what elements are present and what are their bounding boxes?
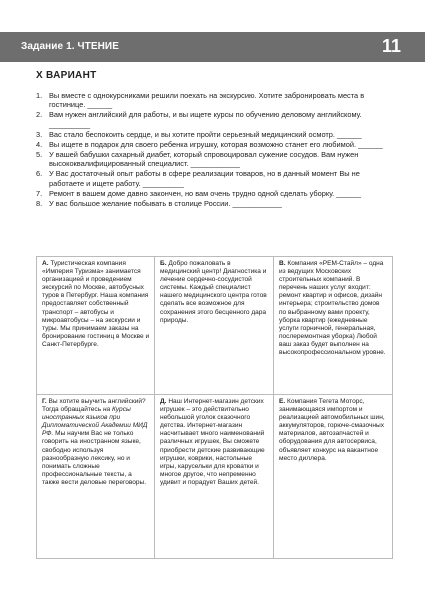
ads-table bbox=[36, 256, 393, 559]
task-number: 8. bbox=[36, 198, 43, 208]
ad-cell-a bbox=[37, 257, 155, 395]
task-number: 4. bbox=[36, 139, 43, 149]
ad-letter: В. bbox=[279, 260, 286, 267]
variant-title: X ВАРИАНТ bbox=[36, 70, 97, 81]
task-number: 2. bbox=[36, 110, 43, 120]
task-item bbox=[36, 130, 388, 139]
task-text: У вашей бабушки сахарный диабет, который спровоцировал сужение сосудов. Вам нужен высококвалифицированный специалист. ____________ bbox=[49, 149, 359, 169]
ad-text: Компания Тегета Моторс, занимающаяся импортом и реализацией автомобильных шин, аккумуляторов, горюче-смазочных материалов, автозапчастей и оборудования для автосервиса, объявляет конкурс на вакантное место диллера. bbox=[279, 398, 385, 462]
task-text: Вам нужен английский для работы, и вы ищете курсы по обучению деловому английскому. __________ bbox=[49, 110, 362, 129]
ad-letter: Е. bbox=[279, 398, 286, 405]
task-item bbox=[36, 169, 388, 188]
task-number: 3. bbox=[36, 129, 43, 139]
ad-letter: Д. bbox=[160, 398, 167, 405]
ad-cell-g bbox=[37, 395, 155, 558]
ad-text: Наш Интернет-магазин детских игрушек – это действительно небольшой уголок сказочного детства. Интернет-магазин насчитывает много наименований различных игрушек, Вы сможете приобрести детские развивающие игрушки, коврики, настольные игры, карусельки для кроватки и многое другое, что непременно удивит и порадует Ваших детей. bbox=[160, 398, 265, 486]
task-list bbox=[36, 91, 388, 209]
task-number: 5. bbox=[36, 149, 43, 159]
task-item bbox=[36, 150, 388, 169]
ad-text: Добро пожаловать в медицинский центр! Диагностика и лечение сердечно-сосудистой системы. Каждый специалист нашего медицинского центра готов сделать все возможное для сохранения этого бесценного дара природы. bbox=[160, 260, 267, 324]
ad-cell-b bbox=[155, 257, 274, 395]
ad-text: Мы научим Вас не только говорить на иностранном языке, свободно используя разнообразную лексику, но и понимать сложные профессиональные тексты, а также вести деловые переговоры. bbox=[42, 430, 147, 486]
ad-text: Туристическая компания «Империя Туризма» занимается организацией и проведением экскурсий по Москве, автобусных туров в Петербург. Наша компания предоставляет собственный транспорт – автобусы и микроавтобусы – на экскурсии и туры. Мы принимаем заказы на бронирование гостиниц в Москве и Санкт-Петербурге. bbox=[42, 260, 150, 348]
ad-letter: Б. bbox=[160, 260, 167, 267]
task-text: Вы ищете в подарок для своего ребенка игрушку, которая возможно станет его любимой. ______ bbox=[49, 139, 383, 149]
task-number: 7. bbox=[36, 188, 43, 198]
task-number: 1. bbox=[36, 91, 43, 100]
task-number: 6. bbox=[36, 169, 43, 179]
page-header bbox=[0, 32, 425, 62]
task-text: У вас большое желание побывать в столице России. ____________ bbox=[49, 198, 282, 208]
ad-text-italic: на Курсы иностранных языков при Дипломатической Академии МИД РФ. bbox=[42, 406, 148, 438]
task-item bbox=[36, 140, 388, 149]
task-text: Ремонт в вашем доме давно закончен, но вам очень трудно одной сделать уборку. ______ bbox=[49, 188, 361, 198]
ad-cell-v bbox=[274, 257, 392, 395]
ad-letter: А. bbox=[42, 260, 49, 267]
task-item bbox=[36, 110, 388, 129]
task-item bbox=[36, 189, 388, 198]
ad-cell-d bbox=[155, 395, 274, 558]
ad-text: Вы хотите выучить английский? Тогда обращайтесь bbox=[42, 398, 146, 414]
ad-letter: Г. bbox=[42, 398, 47, 405]
section-title: Задание 1. ЧТЕНИЕ bbox=[21, 41, 119, 52]
task-text: Вас стало беспокоить сердце, и вы хотите пройти серьезный медицинский осмотр. ______ bbox=[49, 129, 362, 139]
page-number: 11 bbox=[381, 36, 401, 56]
task-item bbox=[36, 91, 388, 110]
ad-cell-e bbox=[274, 395, 392, 558]
ad-text: Компания «РЕМ-Стайл» – одна из ведущих Московских строительных компаний. В перечень наших услуг входит: ремонт квартир и офисов, дизайн интерьера; строительство домов по выбранному вами проекту, уборка квартир (ежедневные услуги горничной, генеральная, послеремонтная уборка) Любой ваш заказ будет выполнен на высокопрофессиональном уровне. bbox=[279, 260, 386, 357]
task-item bbox=[36, 199, 388, 208]
task-text: Вы вместе с однокурсниками решили поехать на экскурсию. Хотите забронировать места в гостинице. ______ bbox=[49, 91, 365, 110]
task-text: У Вас достаточный опыт работы в сфере реализации товаров, но в данный момент Вы не работаете и ищете работу. __________ bbox=[49, 169, 360, 188]
